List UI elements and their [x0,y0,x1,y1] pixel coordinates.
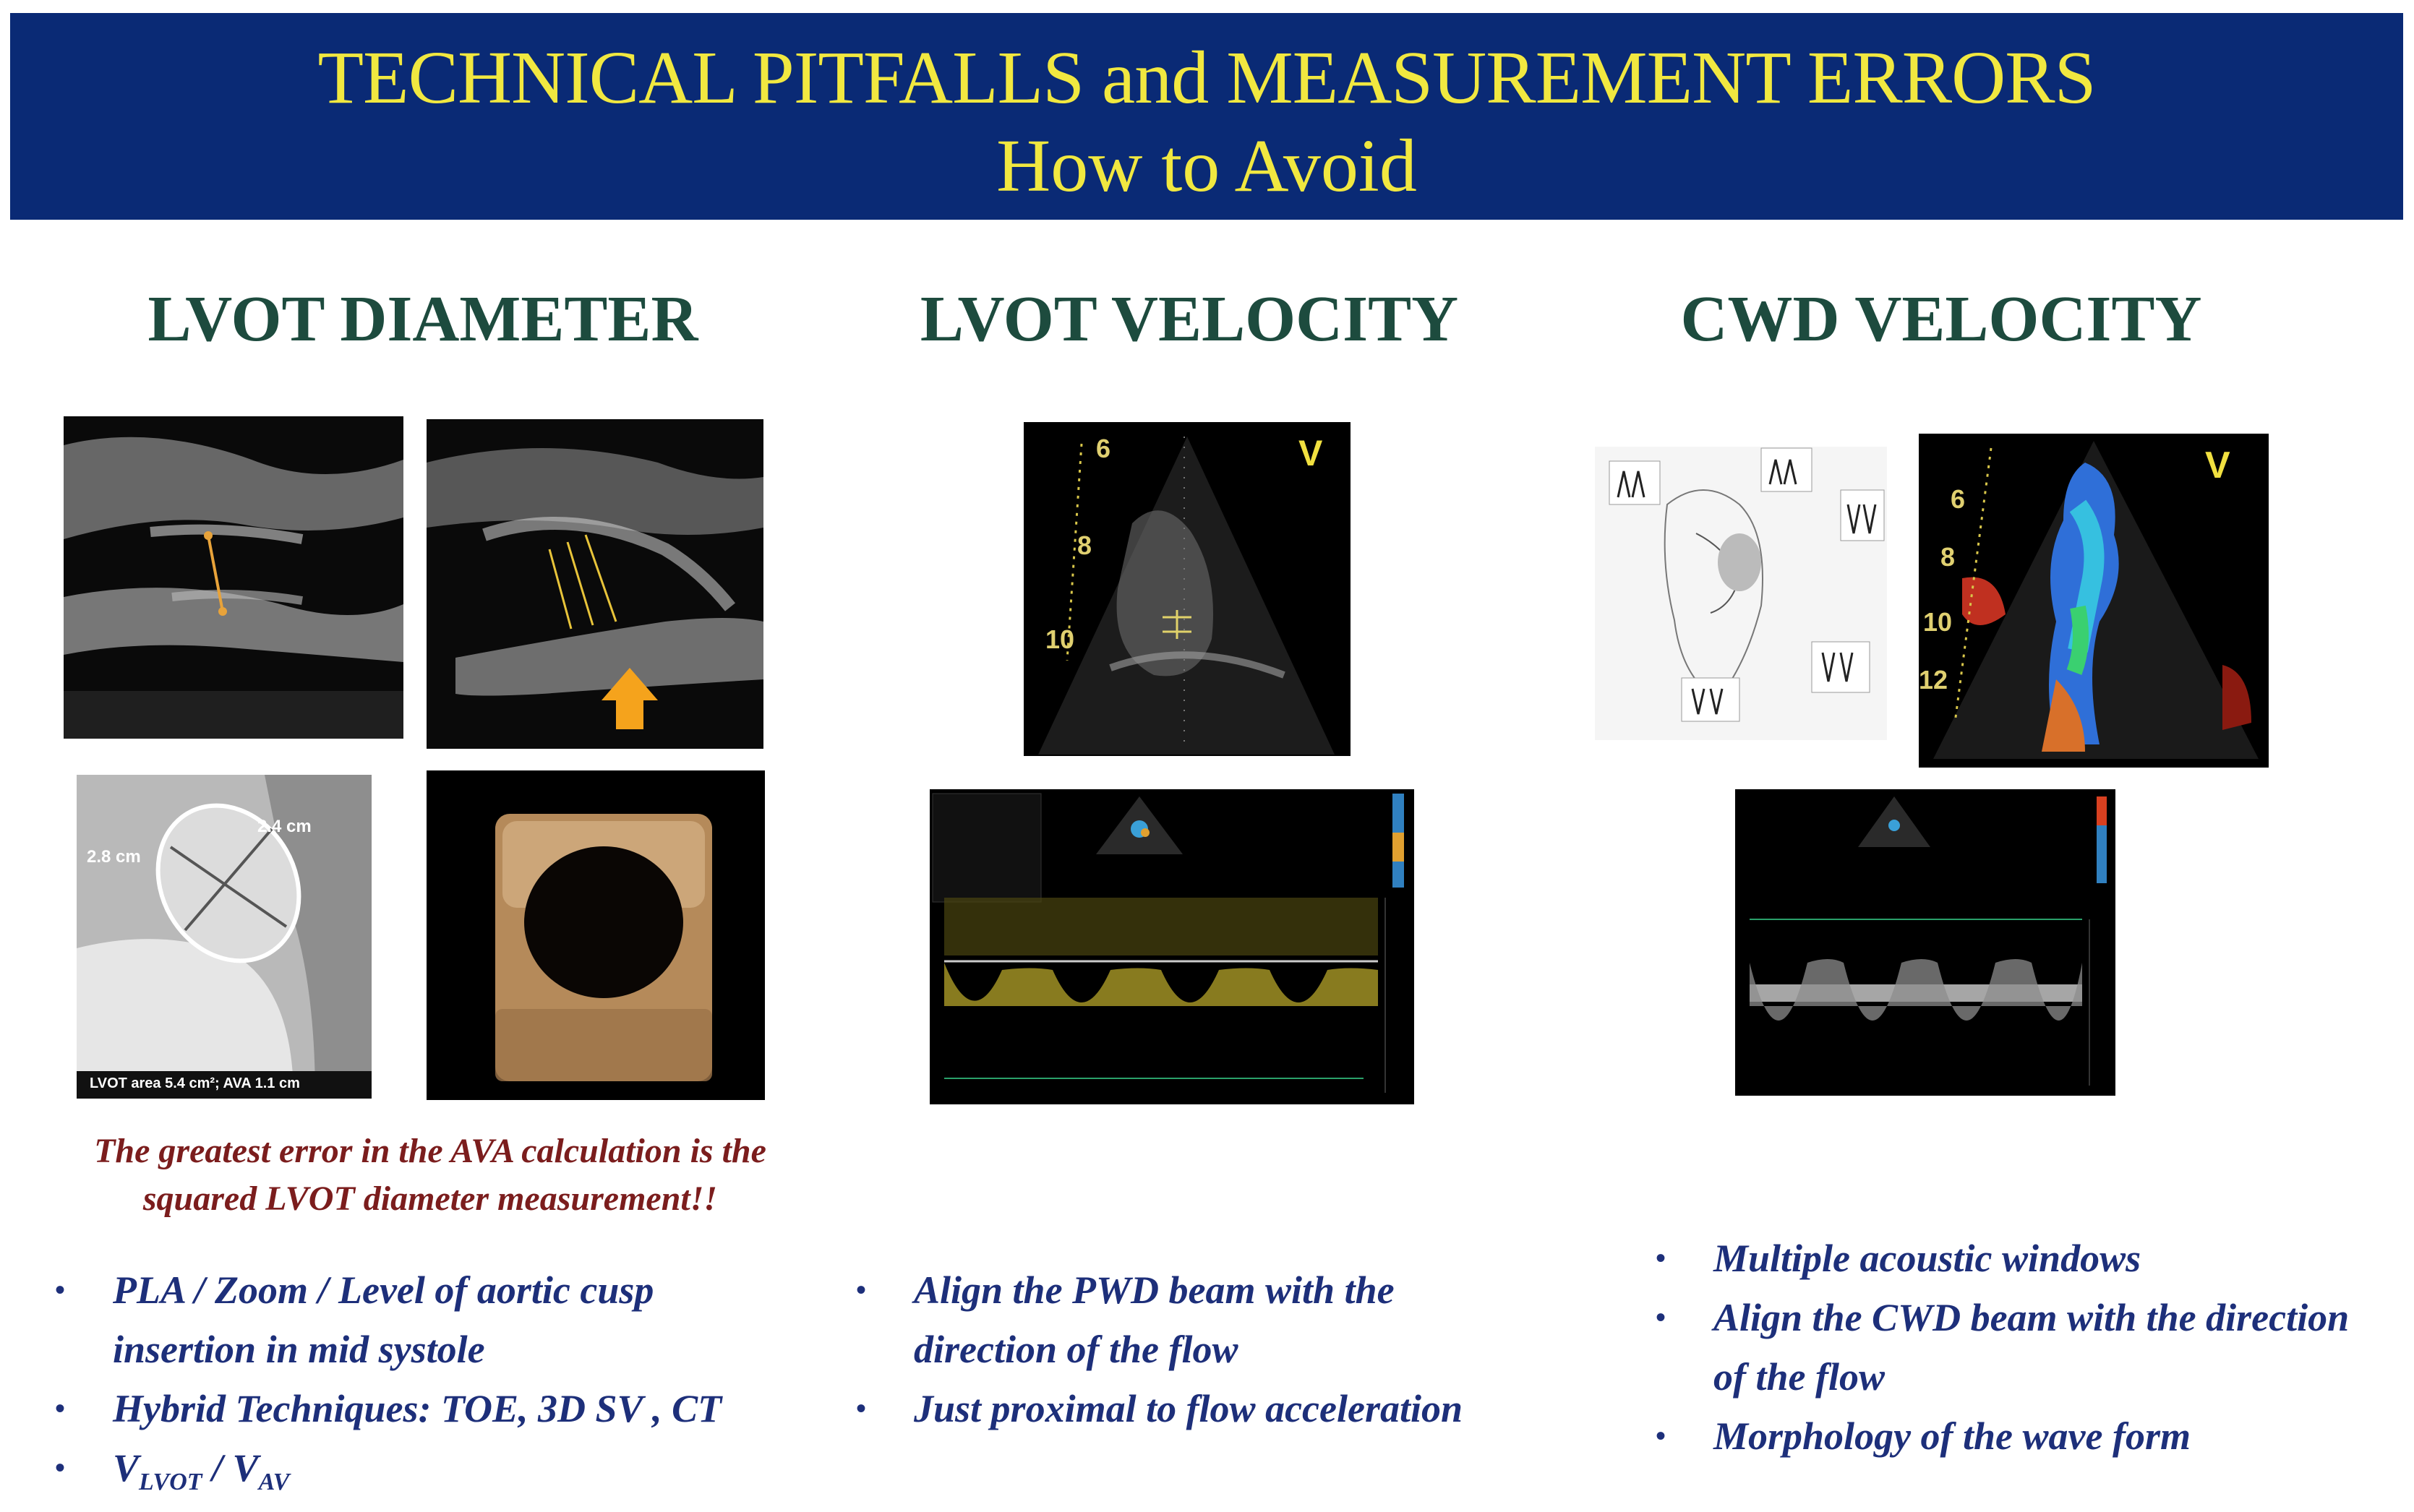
depth-6: 6 [1096,434,1111,463]
slide-subtitle: How to Avoid [996,124,1417,207]
ratio-sub-av: AV [258,1468,290,1495]
echo-v-marker: V [1298,433,1323,473]
ratio-v1: V [113,1446,140,1490]
ct-label-2-4cm: 2.4 cm [257,817,312,836]
ct-lvot-graphic [77,775,372,1099]
depth-8: 8 [1077,531,1092,560]
ratio-v2: / V [202,1446,259,1490]
doppler-depth-12: 12 [1919,665,1948,695]
doppler-depth-8: 8 [1940,542,1956,572]
echo-3d-graphic [427,770,765,1100]
lvot-error-caption [29,1127,831,1223]
bullet-pla-zoom: • PLA / Zoom / Level of aortic cusp insertion in mid systole [55,1260,778,1379]
cwd-velocity-bullets [1656,1229,2379,1466]
slide-title: TECHNICAL PITFALLS and MEASUREMENT ERRORS [317,36,2096,119]
lvot-diameter-bullets [55,1260,778,1512]
ct-area-label: LVOT area 5.4 cm²; AVA 1.1 cm [90,1075,300,1091]
color-doppler-image [1919,434,2269,768]
bullet-proximal-acceleration: • Just proximal to flow acceleration [856,1379,1492,1438]
cw-doppler-image [1735,789,2115,1096]
bullet-acoustic-windows: • Multiple acoustic windows [1656,1229,2379,1288]
pw-doppler-graphic [930,789,1414,1104]
ct-lvot-image [77,775,372,1099]
bullet-hybrid-techniques: • Hybrid Techniques: TOE, 3D SV , CT [55,1379,778,1438]
heading-lvot-diameter: LVOT DIAMETER [147,283,698,355]
echo-zoom-graphic [427,419,763,749]
doppler-depth-6: 6 [1951,484,1966,514]
echo-apical-image [1024,422,1351,756]
bullet-wave-morphology: • Morphology of the wave form [1656,1406,2379,1466]
bullet-align-pwd: • Align the PWD beam with the direction of the flow [856,1260,1492,1379]
heading-cwd-velocity: CWD VELOCITY [1680,283,2202,355]
depth-10: 10 [1045,624,1075,654]
bullet-align-cwd: • Align the CWD beam with the direction of the flow [1656,1288,2379,1406]
doppler-depth-10: 10 [1923,607,1953,637]
acoustic-windows-graphic [1595,447,1887,740]
bullet-velocity-ratio [55,1438,778,1512]
ratio-sub-lvot: LVOT [139,1468,202,1495]
caption-line-2: squared LVOT diameter measurement!! [142,1180,718,1218]
doppler-v-marker: V [2205,444,2230,486]
echo-3d-image [427,770,765,1100]
pw-doppler-image [930,789,1414,1104]
echo-plax-graphic [64,416,403,739]
title-banner [10,13,2403,220]
echo-zoom-image [427,419,763,749]
cw-doppler-graphic [1735,789,2115,1096]
lvot-velocity-bullets [856,1260,1492,1438]
caption-line-1: The greatest error in the AVA calculation is the [94,1132,766,1170]
heading-lvot-velocity: LVOT VELOCITY [920,283,1459,355]
acoustic-windows-diagram [1595,447,1887,740]
echo-plax-image [64,416,403,739]
ct-label-2-8cm: 2.8 cm [87,847,141,867]
